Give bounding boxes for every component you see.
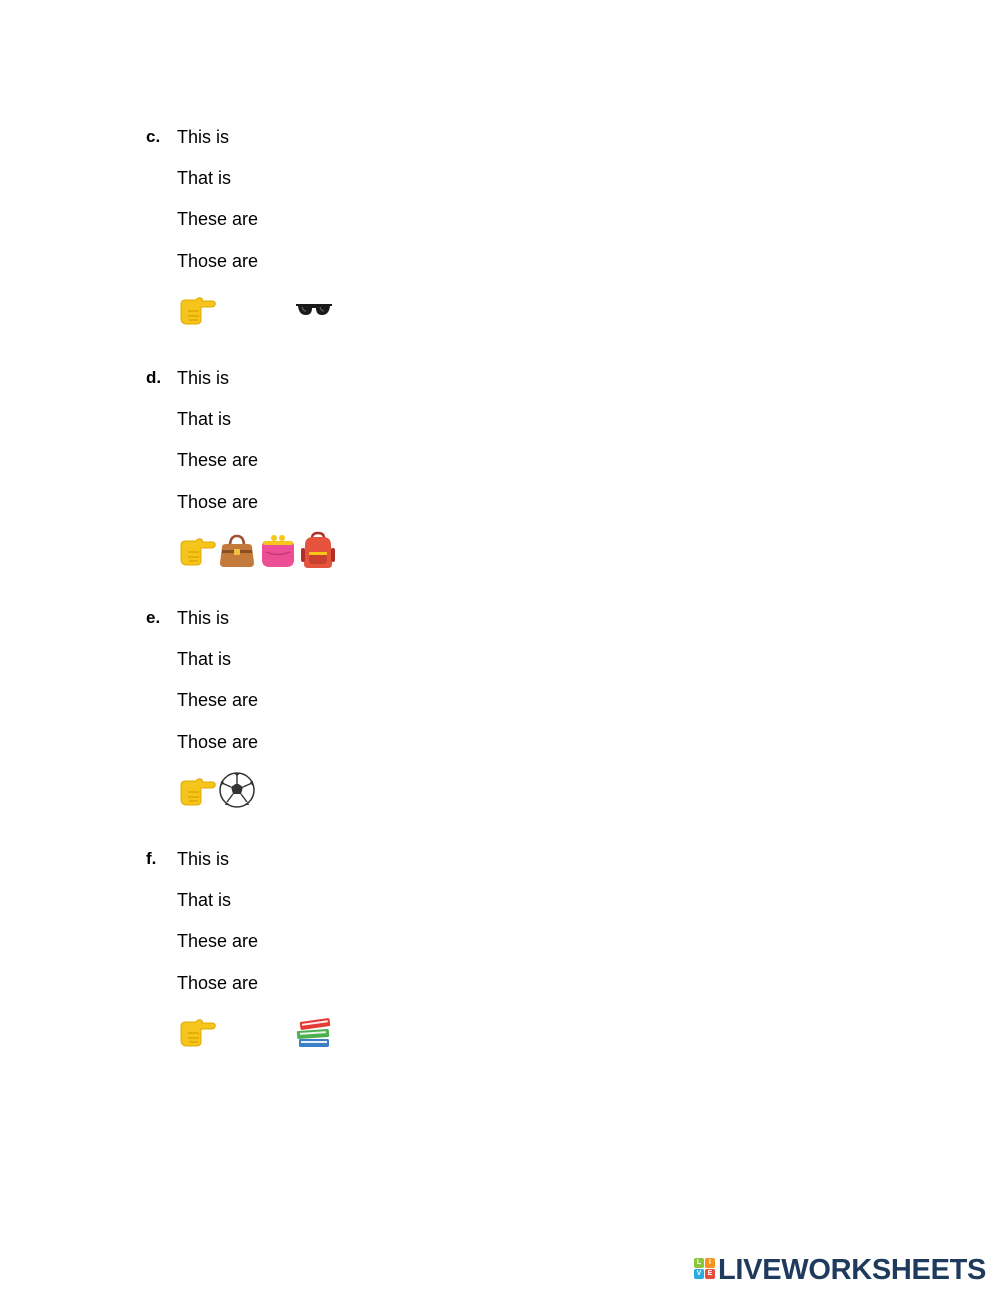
sentence-line: Those are <box>177 732 259 752</box>
liveworksheets-logo <box>694 1254 994 1286</box>
sentence-line: Those are <box>177 251 259 271</box>
sentence-line: These are <box>177 690 259 710</box>
soccer-ball-icon <box>217 770 257 810</box>
sentence-line: Those are <box>177 973 259 993</box>
sentence-line: That is <box>177 168 232 188</box>
sentence-line: These are <box>177 209 259 229</box>
books-icon <box>294 1011 334 1051</box>
section-marker: c. <box>146 127 161 146</box>
sentence-line: This is <box>177 608 230 628</box>
section-marker: e. <box>146 608 161 627</box>
picture-row <box>176 530 556 574</box>
section-marker: f. <box>146 849 157 868</box>
purse-icon <box>258 530 298 570</box>
sentence-line: That is <box>177 649 232 669</box>
sentence-line: Those are <box>177 492 259 512</box>
backpack-icon <box>298 530 338 570</box>
handbag-icon <box>217 530 257 570</box>
sentence-line: That is <box>177 890 232 910</box>
picture-row <box>176 1011 556 1055</box>
picture-row <box>176 289 556 333</box>
sentence-line: This is <box>177 849 230 869</box>
sentence-line: These are <box>177 450 259 470</box>
pointing-right-hand-icon <box>176 289 216 329</box>
sentence-line: That is <box>177 409 232 429</box>
picture-row <box>176 770 556 814</box>
sunglasses-icon <box>294 289 334 329</box>
sentence-line: This is <box>177 127 230 147</box>
pointing-right-hand-icon <box>176 770 216 810</box>
sentence-line: This is <box>177 368 230 388</box>
pointing-right-hand-icon <box>176 530 216 570</box>
logo-blocks-icon: L I V E <box>694 1258 716 1280</box>
sentence-line: These are <box>177 931 259 951</box>
logo-wordmark: LIVEWORKSHEETS <box>718 1254 987 1286</box>
pointing-right-hand-icon <box>176 1011 216 1051</box>
section-marker: d. <box>146 368 162 387</box>
